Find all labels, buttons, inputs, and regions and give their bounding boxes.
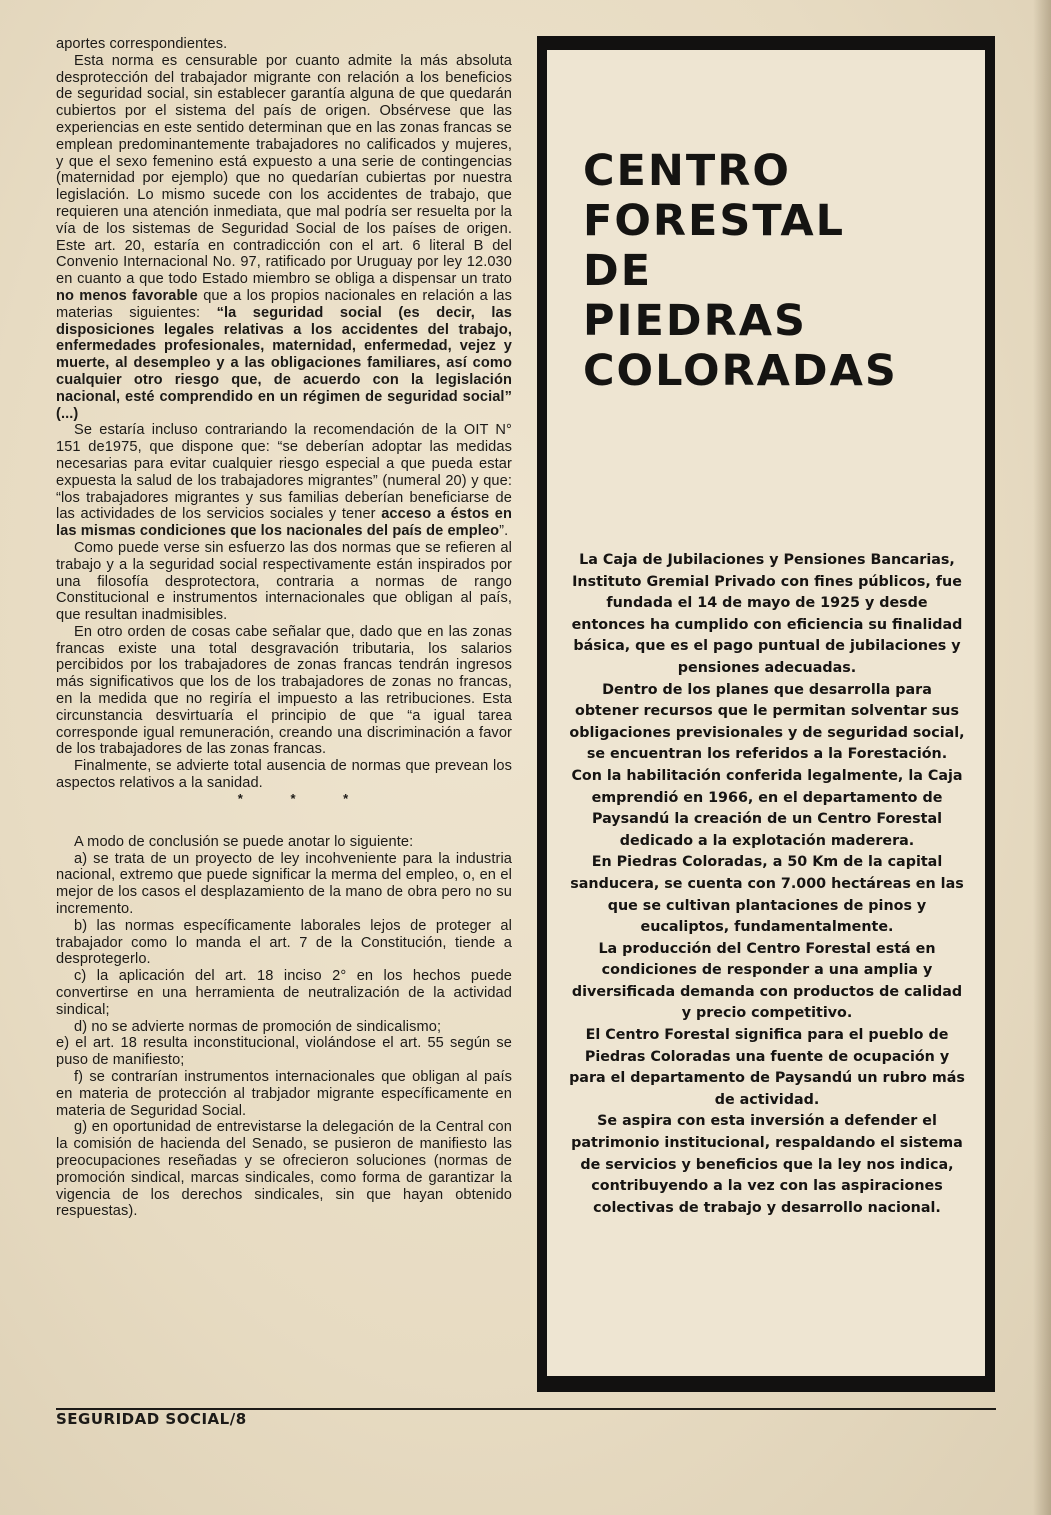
ad-title-line: DE	[583, 246, 653, 296]
article-paragraph: Como puede verse sin esfuerzo las dos normas que se refieren al trabajo y a la seguridad social respectivamente están inspirados por una filosofía desprotectora, contraria a normas de rango Constitucional e instrumentos internacionales que obligan al país, que resultan inadmisibles.	[56, 539, 512, 624]
article-paragraph: En otro orden de cosas cabe señalar que, dado que en las zonas francas existe una total desgravación tributaria, los salarios percibidos por los trabajadores de zonas francas tendrán ingresos más significativos que los de los trabajadores de zonas no francas, en la medida que no regiría el impuesto a las retribuciones. Esta circunstancia desvirtuaría el principio de que “a igual tarea corresponde igual remuneración, creando una discriminación a favor de los trabajadores de las zonas francas.	[56, 623, 512, 758]
article-text: ”.	[499, 523, 509, 540]
conclusion-item: a) se trata de un proyecto de ley incohveniente para la industria nacional, extremo que puede significar la merma del empleo, o, en el mejor de los casos el desplazamiento de la mano de obra pero no su incremento.	[56, 850, 512, 918]
article-paragraph: Finalmente, se advierte total ausencia de normas que prevean los aspectos relativos a la sanidad.	[56, 758, 512, 792]
ad-paragraph: En Piedras Coloradas, a 50 Km de la capital sanducera, se cuenta con 7.000 hectáreas en las que se cultivan plantaciones de pinos y eucaliptos, fundamentalmente.	[570, 854, 964, 936]
conclusion-item: b) las normas específicamente laborales lejos de proteger al trabajador como lo manda el art. 7 de la Constitución, tiende a desprotegerlo.	[56, 917, 512, 968]
article-paragraph	[56, 422, 512, 540]
ad-paragraph: La Caja de Jubilaciones y Pensiones Bancarias, Instituto Gremial Privado con fines públicos, fue fundada el 14 de mayo de 1925 y desde entonces ha cumplido con eficiencia su finalidad básica, que es el pago puntual de jubilaciones y pensiones adecuadas.	[571, 552, 963, 676]
ad-title-line: COLORADAS	[583, 346, 898, 396]
article-column	[56, 36, 512, 1220]
section-separator: * * *	[237, 790, 371, 806]
page-footer: SEGURIDAD SOCIAL/8	[56, 1410, 247, 1428]
article-bold-text: no menos favorable	[56, 287, 198, 304]
ad-paragraph: El Centro Forestal significa para el pueblo de Piedras Coloradas una fuente de ocupación y para el departamento de Paysandú un rubro más de actividad.	[569, 1027, 965, 1108]
ad-paragraph: La producción del Centro Forestal está en condiciones de responder a una amplia y diversificada demanda con productos de calidad y precio competitivo.	[571, 940, 963, 1022]
conclusion-item: d) no se advierte normas de promoción de sindicalismo;	[74, 1018, 442, 1035]
ad-body	[569, 550, 965, 1219]
page-edge-shadow	[1033, 0, 1051, 1515]
ad-paragraph: Con la habilitación conferida legalmente, la Caja emprendió en 1966, en el departamento de Paysandú la creación de un Centro Forestal dedicado a la explotación maderera.	[571, 767, 963, 849]
advertisement-frame	[537, 36, 995, 1392]
ad-title	[583, 146, 963, 396]
conclusion-intro: A modo de conclusión se puede anotar lo siguiente:	[74, 833, 414, 850]
article-text: Esta norma es censurable por cuanto admite la más absoluta desprotección del trabajador migrante con relación a los beneficios de seguridad social, sin establecer garantía alguna de que quedarán cubiertos por el sistema del país de origen. Obsérvese que las experiencias en este sentido determinan que en las zonas francas se emplean predominantemente trabajadores no calificados y mujeres, y que el sexo femenino está expuesto a una serie de contingencias (maternidad por ejemplo) que no quedarían cubiertas por nuestra legislación. Lo mismo sucede con los accidentes de trabajo, que requieren una atención inmediata, que mal podría ser resuelta por la vía de los sistemas de Seguridad Social de los países de origen. Este art. 20, estaría en contradicción con el art. 6 literal B del Convenio Internacional No. 97, ratificado por Uruguay por ley 12.030 en cuanto a que todo Estado miembro se obliga a dispensar un trato	[56, 52, 512, 288]
article-paragraph	[56, 53, 512, 423]
article-bold-quote: “la seguridad social (es decir, las disposiciones legales relativas a los accidentes del trabajo, enfermedades profesionales, maternidad, enfermedad, vejez y muerte, al desempleo y a las obligaciones familiares, así como cualquier otro riesgo que, de acuerdo con la legislación nacional, esté comprendido en un régimen de seguridad social” (...)	[56, 304, 512, 422]
advertisement-panel	[547, 50, 985, 1376]
ad-title-line: FORESTAL	[583, 196, 846, 246]
article-text: que a los propios nacionales en relación a las materias siguientes:	[56, 287, 513, 321]
article-text: Se estaría incluso contrariando la recomendación de la OIT N° 151 de1975, que dispone que: “se deberían adoptar las medidas necesarias para evitar cualquier riesgo especial a que pueda estar expuesta la salud de los trabajadores migrantes” (numeral 20) y que: “los trabajadores migrantes y sus familias deberían beneficiarse de las actividades de los servicios sociales y tener	[56, 422, 512, 523]
ad-title-line: PIEDRAS	[583, 296, 807, 346]
article-paragraph: aportes correspondientes.	[56, 36, 228, 52]
ad-paragraph: Se aspira con esta inversión a defender el patrimonio institucional, respaldando el sistema de servicios y beneficios que la ley nos indica, contribuyendo a la vez con las aspiraciones colectivas de trabajo y desarrollo nacional.	[571, 1113, 963, 1216]
article-bold-text: acceso a éstos en las mismas condiciones que los nacionales del país de empleo	[56, 506, 512, 540]
ad-title-line: CENTRO	[583, 146, 791, 196]
conclusion-item: c) la aplicación del art. 18 inciso 2° en los hechos puede convertirse en una herramienta de neutralización de la actividad sindical;	[56, 968, 512, 1018]
conclusion-item: f) se contrarían instrumentos internacionales que obligan al país en materia de protección al trabjador migrante específicamente en materia de Seguridad Social.	[56, 1069, 512, 1119]
conclusion-item: g) en oportunidad de entrevistarse la delegación de la Central con la comisión de hacienda del Senado, se pusieron de manifiesto las preocupaciones reseñadas y se ofrecieron soluciones (normas de promoción sindical, marcas sindicales, como forma de garantizar la vigencia de los derechos sindicales, sin que hayan obtenido respuestas).	[56, 1119, 512, 1220]
conclusion-item: e) el art. 18 resulta inconstitucional, violándose el art. 55 según se puso de manifiesto;	[56, 1035, 512, 1069]
ad-paragraph: Dentro de los planes que desarrolla para obtener recursos que le permitan solventar sus obligaciones previsionales y de seguridad social, se encuentran los referidos a la Forestación.	[569, 681, 965, 763]
